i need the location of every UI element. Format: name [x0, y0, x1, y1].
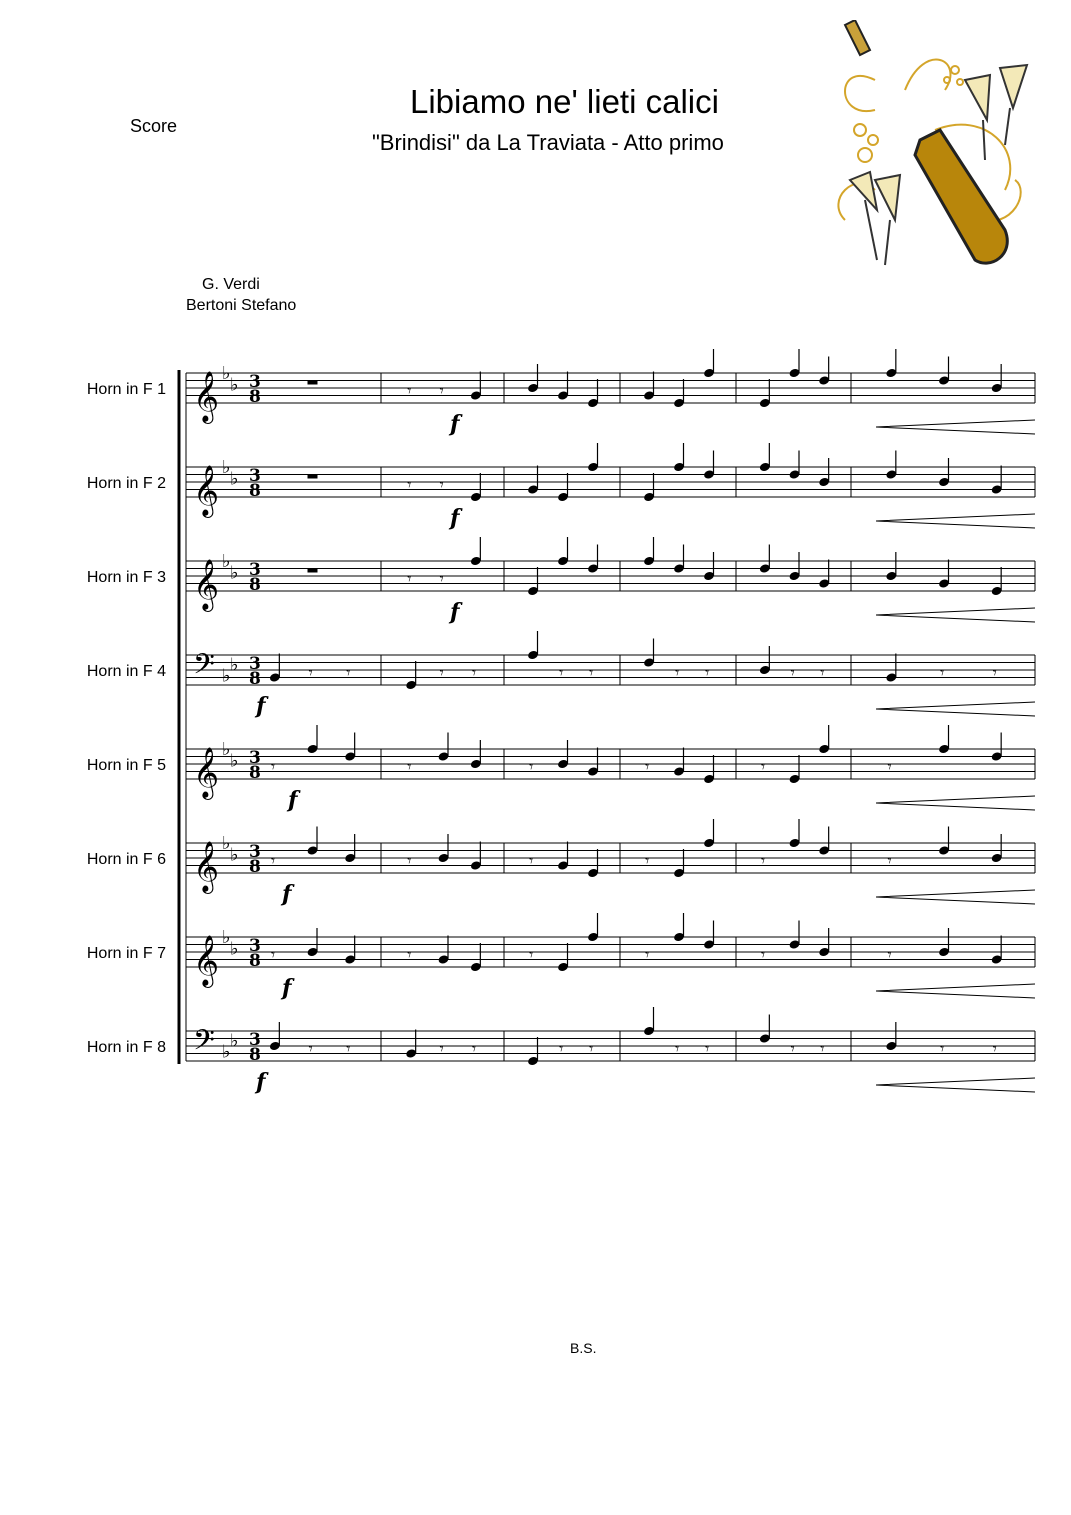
eighth-rest: 𝄾	[471, 1038, 477, 1058]
flat-icon: ♭	[222, 363, 231, 384]
dynamic-forte: f	[256, 693, 266, 719]
eighth-rest: 𝄾	[407, 850, 412, 870]
eighth-rest: 𝄾	[589, 662, 594, 682]
treble-clef-icon: 𝄞	[193, 747, 220, 798]
eighth-rest: 𝄾	[820, 662, 825, 682]
dynamic-forte: f	[288, 787, 298, 813]
eighth-rest: 𝄾	[308, 1038, 313, 1058]
eighth-rest: 𝄾	[270, 756, 276, 776]
eighth-rest: 𝄾	[529, 756, 534, 776]
eighth-rest: 𝄾	[439, 1038, 444, 1058]
flat-icon: ♭	[230, 654, 239, 676]
time-signature: 3	[249, 372, 261, 392]
crescendo-hairpin	[876, 890, 1035, 904]
eighth-rest: 𝄾	[407, 568, 412, 588]
time-signature: 3	[249, 748, 261, 768]
eighth-rest: 𝄾	[645, 850, 650, 870]
eighth-rest: 𝄾	[407, 756, 412, 776]
flat-icon: ♭	[230, 562, 239, 584]
eighth-rest: 𝄾	[887, 756, 892, 776]
bass-clef-icon: 𝄢	[193, 1024, 215, 1064]
flat-icon: ♭	[230, 750, 239, 772]
flat-icon: ♭	[222, 927, 231, 948]
dynamic-forte: f	[450, 411, 460, 437]
eighth-rest: 𝄾	[439, 380, 444, 400]
time-signature: 3	[249, 560, 261, 580]
instrument-label: Horn in F 6	[86, 851, 166, 868]
page-subtitle: "Brindisi" da La Traviata - Atto primo	[372, 130, 724, 155]
eighth-rest: 𝄾	[407, 474, 412, 494]
time-signature: 8	[249, 669, 261, 689]
crescendo-hairpin	[876, 608, 1035, 622]
treble-clef-icon: 𝄞	[193, 559, 220, 610]
instrument-label: Horn in F 7	[86, 945, 166, 962]
eighth-rest: 𝄾	[992, 1038, 997, 1058]
instrument-label: Horn in F 5	[86, 757, 166, 774]
eighth-rest: 𝄾	[407, 380, 412, 400]
time-signature: 8	[249, 481, 261, 501]
flat-icon: ♭	[222, 551, 231, 572]
time-signature: 8	[249, 387, 261, 407]
flat-icon: ♭	[222, 1041, 231, 1063]
eighth-rest: 𝄾	[940, 1038, 945, 1058]
flat-icon: ♭	[222, 457, 231, 478]
bass-clef-icon: 𝄢	[193, 648, 215, 688]
eighth-rest: 𝄾	[439, 568, 444, 588]
eighth-rest: 𝄾	[589, 1038, 594, 1058]
time-signature: 8	[249, 951, 261, 971]
flat-icon: ♭	[222, 739, 231, 760]
eighth-rest: 𝄾	[705, 1038, 710, 1058]
time-signature: 3	[249, 654, 261, 674]
instrument-label: Horn in F 2	[86, 475, 166, 492]
eighth-rest: 𝄾	[407, 944, 412, 964]
treble-clef-icon: 𝄞	[193, 935, 220, 986]
eighth-rest: 𝄾	[705, 662, 710, 682]
time-signature: 3	[249, 1030, 261, 1050]
eighth-rest: 𝄾	[675, 662, 680, 682]
eighth-rest: 𝄾	[675, 1038, 680, 1058]
footer-initials: B.S.	[570, 1340, 597, 1356]
treble-clef-icon: 𝄞	[193, 841, 220, 892]
whole-rest	[308, 381, 318, 385]
eighth-rest: 𝄾	[559, 1038, 564, 1058]
flat-icon: ♭	[230, 844, 239, 866]
eighth-rest: 𝄾	[439, 474, 444, 494]
whole-rest	[308, 475, 318, 479]
eighth-rest: 𝄾	[439, 662, 444, 682]
flat-icon: ♭	[230, 468, 239, 490]
flat-icon: ♭	[230, 1030, 239, 1052]
instrument-label: Horn in F 3	[86, 569, 166, 586]
dynamic-forte: f	[450, 599, 460, 625]
time-signature: 3	[249, 936, 261, 956]
page-title: Libiamo ne' lieti calici	[410, 83, 719, 120]
crescendo-hairpin	[876, 984, 1035, 998]
eighth-rest: 𝄾	[887, 944, 892, 964]
champagne-illustration	[815, 20, 1045, 280]
time-signature: 3	[249, 466, 261, 486]
instrument-label: Horn in F 8	[86, 1039, 166, 1056]
time-signature: 8	[249, 575, 261, 595]
flat-icon: ♭	[222, 833, 231, 854]
eighth-rest: 𝄾	[346, 1038, 351, 1058]
eighth-rest: 𝄾	[940, 662, 945, 682]
dynamic-forte: f	[256, 1069, 266, 1095]
eighth-rest: 𝄾	[529, 944, 534, 964]
treble-clef-icon: 𝄞	[193, 371, 220, 422]
time-signature: 8	[249, 857, 261, 877]
crescendo-hairpin	[876, 702, 1035, 716]
crescendo-hairpin	[876, 420, 1035, 434]
eighth-rest: 𝄾	[346, 662, 351, 682]
eighth-rest: 𝄾	[645, 756, 650, 776]
eighth-rest: 𝄾	[308, 662, 313, 682]
eighth-rest: 𝄾	[645, 944, 650, 964]
instrument-label: Horn in F 1	[86, 381, 166, 398]
flat-icon: ♭	[230, 938, 239, 960]
eighth-rest: 𝄾	[992, 662, 997, 682]
eighth-rest: 𝄾	[887, 850, 892, 870]
eighth-rest: 𝄾	[760, 850, 766, 870]
dynamic-forte: f	[282, 881, 292, 907]
whole-rest	[308, 569, 318, 573]
crescendo-hairpin	[876, 796, 1035, 810]
eighth-rest: 𝄾	[471, 662, 477, 682]
eighth-rest: 𝄾	[820, 1038, 825, 1058]
flat-icon: ♭	[222, 665, 231, 687]
eighth-rest: 𝄾	[270, 850, 276, 870]
arranger: Bertoni Stefano	[186, 297, 297, 314]
crescendo-hairpin	[876, 514, 1035, 528]
eighth-rest: 𝄾	[270, 944, 276, 964]
time-signature: 8	[249, 763, 261, 783]
eighth-rest: 𝄾	[760, 944, 766, 964]
score-label: Score	[130, 116, 178, 136]
treble-clef-icon: 𝄞	[193, 465, 220, 516]
eighth-rest: 𝄾	[760, 756, 766, 776]
instrument-label: Horn in F 4	[86, 663, 166, 680]
composer: G. Verdi	[202, 276, 260, 293]
eighth-rest: 𝄾	[529, 850, 534, 870]
dynamic-forte: f	[282, 975, 292, 1001]
time-signature: 8	[249, 1045, 261, 1065]
eighth-rest: 𝄾	[790, 662, 795, 682]
time-signature: 3	[249, 842, 261, 862]
eighth-rest: 𝄾	[559, 662, 564, 682]
dynamic-forte: f	[450, 505, 460, 531]
eighth-rest: 𝄾	[790, 1038, 795, 1058]
crescendo-hairpin	[876, 1078, 1035, 1092]
flat-icon: ♭	[230, 374, 239, 396]
